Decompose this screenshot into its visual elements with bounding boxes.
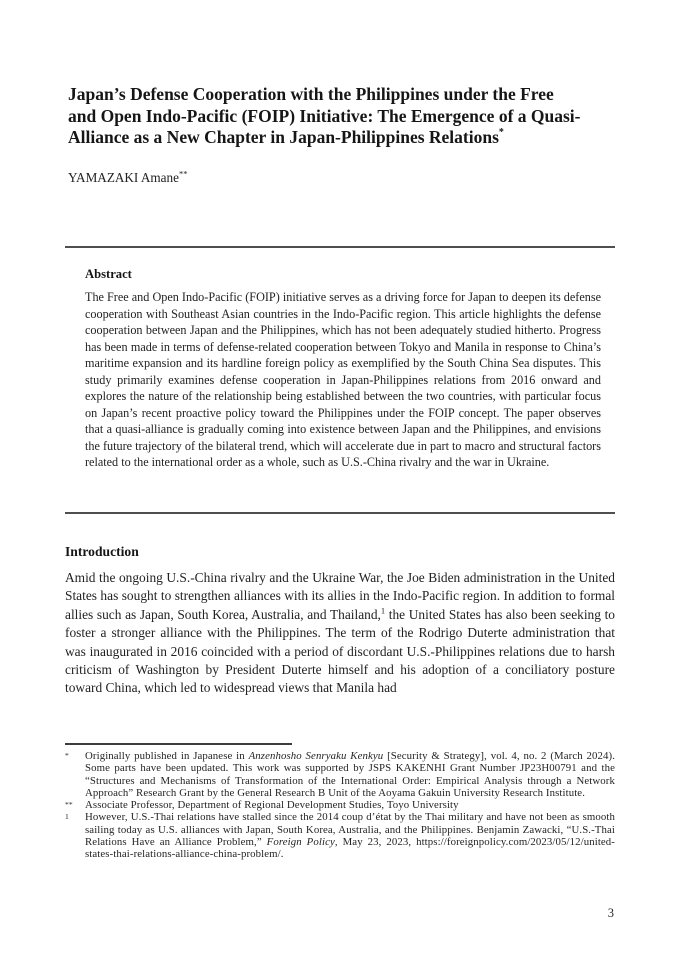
footnote-star-seg2: [Security & Strategy], vol. 4, no. 2 (March 2024). Some parts have been updated. This work was supported by JSPS KAKENHI Grant Number JP23H00791 and the “Structures and Mechanisms of Transformation of the International Order: Empirical Analysis through a Network Approach” Research Grant by the General Research B Unit of the Aoyama Gakuin University Research Institute. <box>85 750 615 799</box>
footnote-1 <box>65 811 615 860</box>
title-line-3 <box>68 127 620 149</box>
footnote-1-journal: Foreign Policy <box>266 836 335 849</box>
title-line-2: and Open Indo-Pacific (FOIP) Initiative: The Emergence of a Quasi- <box>68 105 581 126</box>
title-footnote-marker: * <box>498 127 504 139</box>
paper-title <box>68 84 620 149</box>
footnote-double-star-marker: ** <box>65 800 73 810</box>
title-line-3-text: Alliance as a New Chapter in Japan-Philippines Relations <box>68 127 499 147</box>
abstract-bottom-divider <box>65 512 615 514</box>
footnote-star-seg1: Originally published in Japanese in <box>85 750 249 762</box>
abstract-body: The Free and Open Indo-Pacific (FOIP) initiative serves as a driving force for Japan to deepen its defense cooperation with Southeast Asian countries in the Indo-Pacific region. This article highlights the defense cooperation between Japan and the Philippines, which has not been adequately studied hitherto. Progress has been made in terms of defense-related cooperation between Tokyo and Manila in response to China’s maritime expansion and its hardline foreign policy as exemplified by the South China Sea disputes. This study primarily examines defense cooperation in Japan-Philippines relations from 2016 onward and explores the nature of the relationship being established between the two countries, with particular focus on Japan’s recent proactive policy toward the Philippines under the FOIP concept. The paper observes that a quasi-alliance is gradually coming into existence between Japan and the Philippines, and envisions the future trajectory of the bilateral trend, which will accelerate due in part to macro and structural factors related to the international order as a whole, such as U.S.-China rivalry and the war in Ukraine. <box>85 290 601 469</box>
footnote-star-text <box>85 750 615 799</box>
footnotes-section <box>65 750 615 861</box>
footnote-star-marker: * <box>65 751 69 760</box>
footnote-ref-1: 1 <box>380 605 386 616</box>
introduction-paragraph <box>65 569 615 698</box>
footnote-star-journal: Anzenhosho Senryaku Kenkyu <box>248 750 384 762</box>
page-number: 3 <box>607 906 614 920</box>
footnote-double-star-seg1: Associate Professor, Department of Regional Development Studies, Toyo University <box>85 799 459 812</box>
author-line <box>68 170 187 186</box>
footnote-1-seg2: , May 23, 2023, https://foreignpolicy.com/2023/05/12/united-states-thai-relations-alliance-china-problem/. <box>85 836 615 861</box>
footnote-1-seg1: However, U.S.-Thai relations have stalled since the 2014 coup d’état by the Thai military and have not been as smooth sailing today as U.S. alliances with Japan, South Korea, Australia, and the Philippines. Benjamin Zawacki, “U.S.-Thai Relations Have an Alliance Problem,” <box>85 811 615 849</box>
abstract-top-divider <box>65 246 615 248</box>
footnote-1-marker: 1 <box>65 812 69 822</box>
footnote-star <box>65 750 615 799</box>
abstract-section <box>85 267 601 471</box>
abstract-heading: Abstract <box>85 267 132 281</box>
author-name: YAMAZAKI Amane <box>68 170 179 185</box>
footnote-1-text <box>85 811 615 860</box>
title-block <box>68 84 620 149</box>
introduction-heading: Introduction <box>65 544 139 559</box>
author-footnote-marker: ** <box>178 168 188 179</box>
introduction-text-after-note: the United States has also been seeking to foster a stronger alliance with the Philippines. The term of the Rodrigo Duterte administration that was inaugurated in 2016 coincided with a period of discordant U.S.-Philippines relations due to harsh criticism of Washington by President Duterte himself and his adoption of a conciliatory posture toward China, which led to widespread views that Manila had <box>65 606 615 696</box>
footnote-divider <box>65 743 292 745</box>
footnote-double-star <box>65 799 615 811</box>
title-line-1: Japan’s Defense Cooperation with the Philippines under the Free <box>68 84 554 104</box>
introduction-section <box>65 544 615 698</box>
footnote-double-star-text <box>85 799 459 811</box>
introduction-text-before-note: Amid the ongoing U.S.-China rivalry and the Ukraine War, the Joe Biden administration in the United States has sought to strengthen alliances with its allies in the Indo-Pacific region. In addition to formal allies such as Japan, South Korea, Australia, and Thailand, <box>65 570 615 622</box>
